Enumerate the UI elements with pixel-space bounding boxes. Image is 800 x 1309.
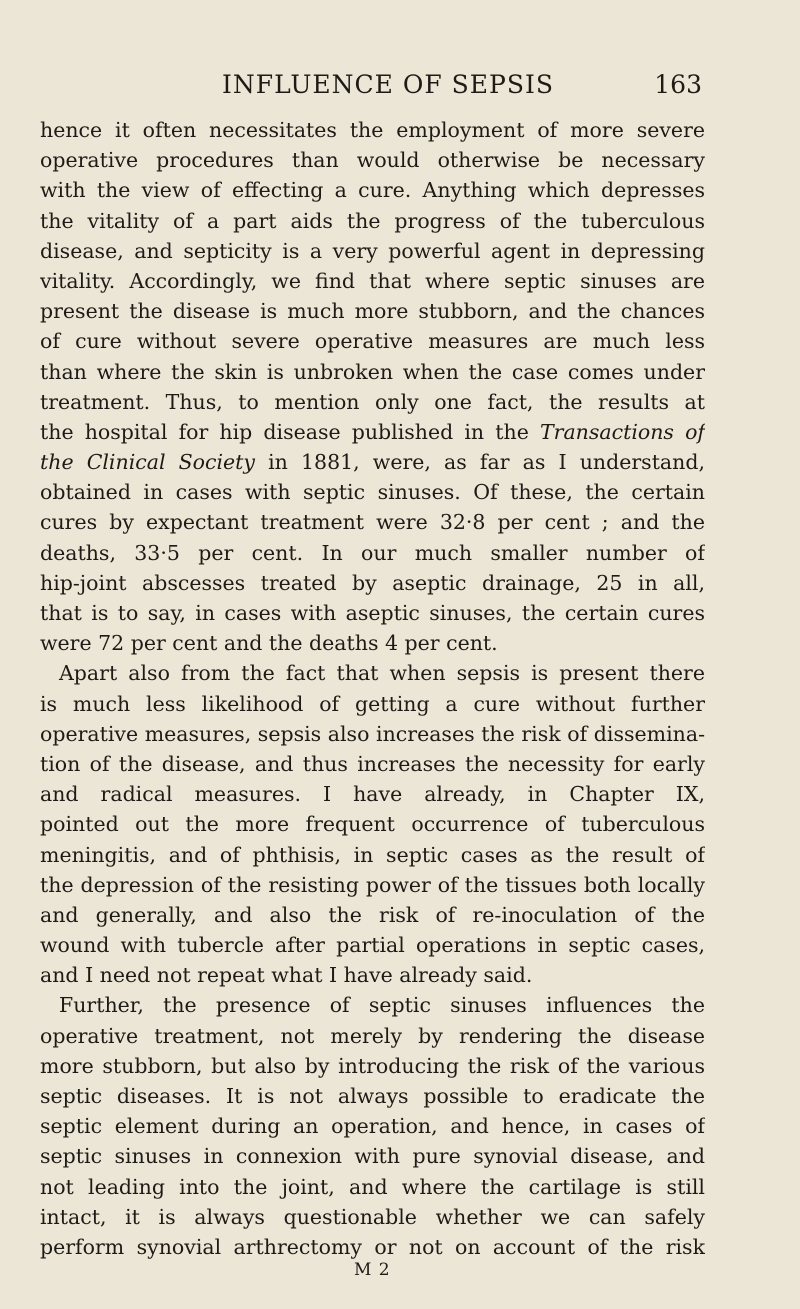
text-line-with-italic [40,447,705,477]
paragraph-start-line: Apart also from the fact that when sepsis is present there [59,661,705,686]
text-line: with the view of effecting a cure. Anything which depresses [40,178,705,203]
text-line: is much less likelihood of getting a cure without further [40,691,705,716]
text-line: present the disease is much more stubborn, and the chances [40,299,705,324]
text-line: meningitis, and of phthisis, in septic cases as the result of [40,842,705,867]
text-line: cures by expectant treatment were 32·8 per cent ; and the [40,510,705,535]
text-line: pointed out the more frequent occurrence of tuberculous [40,812,705,837]
text-line: operative treatment, not merely by rendering the disease [40,1023,705,1048]
body-text [40,115,705,1262]
text-line: deaths, 33·5 per cent. In our much smaller number of [40,540,705,565]
italic-journal-title-part-2: the Clinical Society [40,450,255,475]
text-line: and generally, and also the risk of re-inoculation of the [40,902,705,927]
page-number: 163 [654,70,702,99]
running-head [92,70,702,104]
text-line-segment: in 1881, were, as far as I understand, [255,450,705,475]
text-line: of cure without severe operative measures are much less [40,329,705,354]
text-line-segment: the hospital for hip disease published in the [40,419,529,444]
text-line: treatment. Thus, to mention only one fact, the results at [40,389,705,414]
text-line: intact, it is always questionable whether we can safely [40,1204,705,1229]
text-line: hip-joint abscesses treated by aseptic drainage, 25 in all, [40,570,705,595]
text-line: perform synovial arthrectomy or not on account of the risk [40,1234,705,1259]
text-line: wound with tubercle after partial operations in septic cases, [40,933,705,958]
running-title: INFLUENCE OF SEPSIS [222,70,554,99]
text-line: the depression of the resisting power of the tissues both locally [40,872,705,897]
text-line: the vitality of a part aids the progress of the tuberculous [40,208,705,233]
text-line-with-italic [40,417,705,447]
text-line: not leading into the joint, and where the cartilage is still [40,1174,705,1199]
text-line: tion of the disease, and thus increases the necessity for early [40,751,705,776]
paragraph-start-line: Further, the presence of septic sinuses influences the [59,993,705,1018]
text-line: operative measures, sepsis also increases the risk of dissemina- [40,721,705,746]
italic-journal-title-part-1: Transactions of [539,419,705,444]
text-line: were 72 per cent and the deaths 4 per cent. [40,631,498,656]
text-line: septic diseases. It is not always possible to eradicate the [40,1084,705,1108]
text-line: and radical measures. I have already, in Chapter IX, [40,782,705,807]
text-line: and I need not repeat what I have already said. [40,963,533,988]
text-line: than where the skin is unbroken when the case comes under [40,359,705,384]
text-line: disease, and septicity is a very powerful agent in depressing [40,238,705,263]
text-line: obtained in cases with septic sinuses. Of these, the certain [40,480,705,505]
text-line: hence it often necessitates the employment of more severe [40,118,705,142]
text-line: septic element during an operation, and hence, in cases of [40,1114,705,1139]
text-line: septic sinuses in connexion with pure synovial disease, and [40,1144,705,1169]
text-line: operative procedures than would otherwise be necessary [40,148,705,173]
text-line: that is to say, in cases with aseptic sinuses, the certain cures [40,601,705,625]
text-line: more stubborn, but also by introducing the risk of the various [40,1053,705,1078]
text-line: vitality. Accordingly, we find that where septic sinuses are [40,268,705,293]
signature-mark: M 2 [354,1260,391,1280]
